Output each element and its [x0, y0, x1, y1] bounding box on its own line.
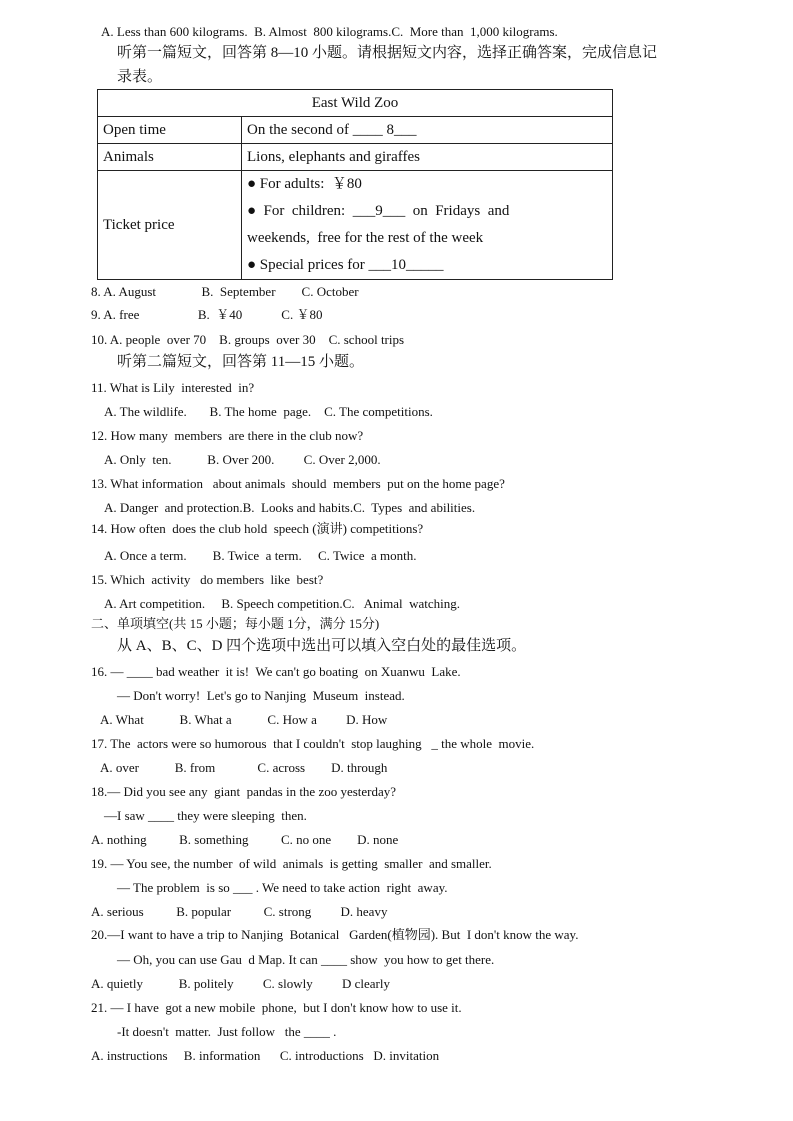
q15-options: A. Art competition. B. Speech competition.C. Animal watching.	[104, 596, 461, 611]
ticket-adults: ● For adults: ￥80	[247, 176, 362, 192]
q12-options: A. Only ten. B. Over 200. C. Over 2,000.	[104, 452, 381, 467]
q18-response: —I saw ____ they were sleeping then.	[104, 808, 307, 823]
q20: 20.—I want to have a trip to Nanjing Botanical Garden(植物园). But I don't know the way.	[91, 927, 579, 942]
q16-response: — Don't worry! Let's go to Nanjing Museum instead.	[117, 688, 405, 703]
q13-options: A. Danger and protection.B. Looks and habits.C. Types and abilities.	[104, 500, 476, 515]
q20-options: A. quietly B. politely C. slowly D clearly	[91, 976, 390, 991]
section1-intro: 听第一篇短文，回答第 8—10 小题。请根据短文内容，选择正确答案，完成信息记	[117, 45, 658, 61]
q16-options: A. What B. What a C. How a D. How	[100, 712, 388, 727]
open-time-value: On the second of ____ 8___	[242, 117, 613, 144]
q18-options: A. nothing B. something C. no one D. none	[91, 832, 399, 847]
q12: 12. How many members are there in the club now?	[91, 428, 364, 443]
q17-options: A. over B. from C. across D. through	[100, 760, 388, 775]
ticket-price-cell	[242, 171, 613, 280]
ticket-special: ● Special prices for ___10_____	[247, 257, 444, 273]
ticket-children: ● For children: ___9___ on Fridays and	[247, 203, 510, 219]
q11-options: A. The wildlife. B. The home page. C. The competitions.	[104, 404, 433, 419]
q7-options: A. Less than 600 kilograms. B. Almost 800 kilograms.C. More than 1,000 kilograms.	[101, 24, 558, 39]
q10: 10. A. people over 70 B. groups over 30 C. school trips	[91, 332, 405, 347]
q16: 16. — ____ bad weather it is! We can't go boating on Xuanwu Lake.	[91, 664, 461, 679]
q19: 19. — You see, the number of wild animals is getting smaller and smaller.	[91, 856, 492, 871]
q8: 8. A. August B. September C. October	[91, 284, 359, 299]
q21-response: -It doesn't matter. Just follow the ____ .	[117, 1024, 337, 1039]
q14: 14. How often does the club hold speech (演讲) competitions?	[91, 521, 424, 536]
q19-response: — The problem is so ___ . We need to take action right away.	[117, 880, 448, 895]
open-time-label: Open time	[98, 117, 242, 144]
q11: 11. What is Lily interested in?	[91, 380, 255, 395]
q9: 9. A. free B. ￥40 C. ￥80	[91, 307, 323, 322]
section1-intro-cont: 录表。	[117, 69, 163, 85]
section2-intro: 听第二篇短文，回答第 11—15 小题。	[117, 354, 364, 370]
q14-options: A. Once a term. B. Twice a term. C. Twice a month.	[104, 548, 417, 563]
q17: 17. The actors were so humorous that I couldn't stop laughing _ the whole movie.	[91, 736, 535, 751]
q21-options: A. instructions B. information C. introductions D. invitation	[91, 1048, 440, 1063]
part2-heading: 二、单项填空(共 15 小题；每小题 1分，满分 15分)	[91, 616, 380, 631]
q13: 13. What information about animals should members put on the home page?	[91, 476, 505, 491]
q19-options: A. serious B. popular C. strong D. heavy	[91, 904, 388, 919]
q20-response: — Oh, you can use Gau d Map. It can ____ show you how to get there.	[117, 952, 495, 967]
animals-label: Animals	[98, 144, 242, 171]
ticket-children-cont: weekends, free for the rest of the week	[247, 230, 484, 246]
info-table	[97, 89, 613, 280]
part2-intro: 从 A、B、C、D 四个选项中选出可以填入空白处的最佳选项。	[117, 638, 527, 654]
q18: 18.— Did you see any giant pandas in the zoo yesterday?	[91, 784, 397, 799]
q15: 15. Which activity do members like best?	[91, 572, 324, 587]
animals-value: Lions, elephants and giraffes	[242, 144, 613, 171]
ticket-price-label: Ticket price	[98, 171, 242, 280]
table-title: East Wild Zoo	[98, 90, 613, 117]
q21: 21. — I have got a new mobile phone, but I don't know how to use it.	[91, 1000, 462, 1015]
